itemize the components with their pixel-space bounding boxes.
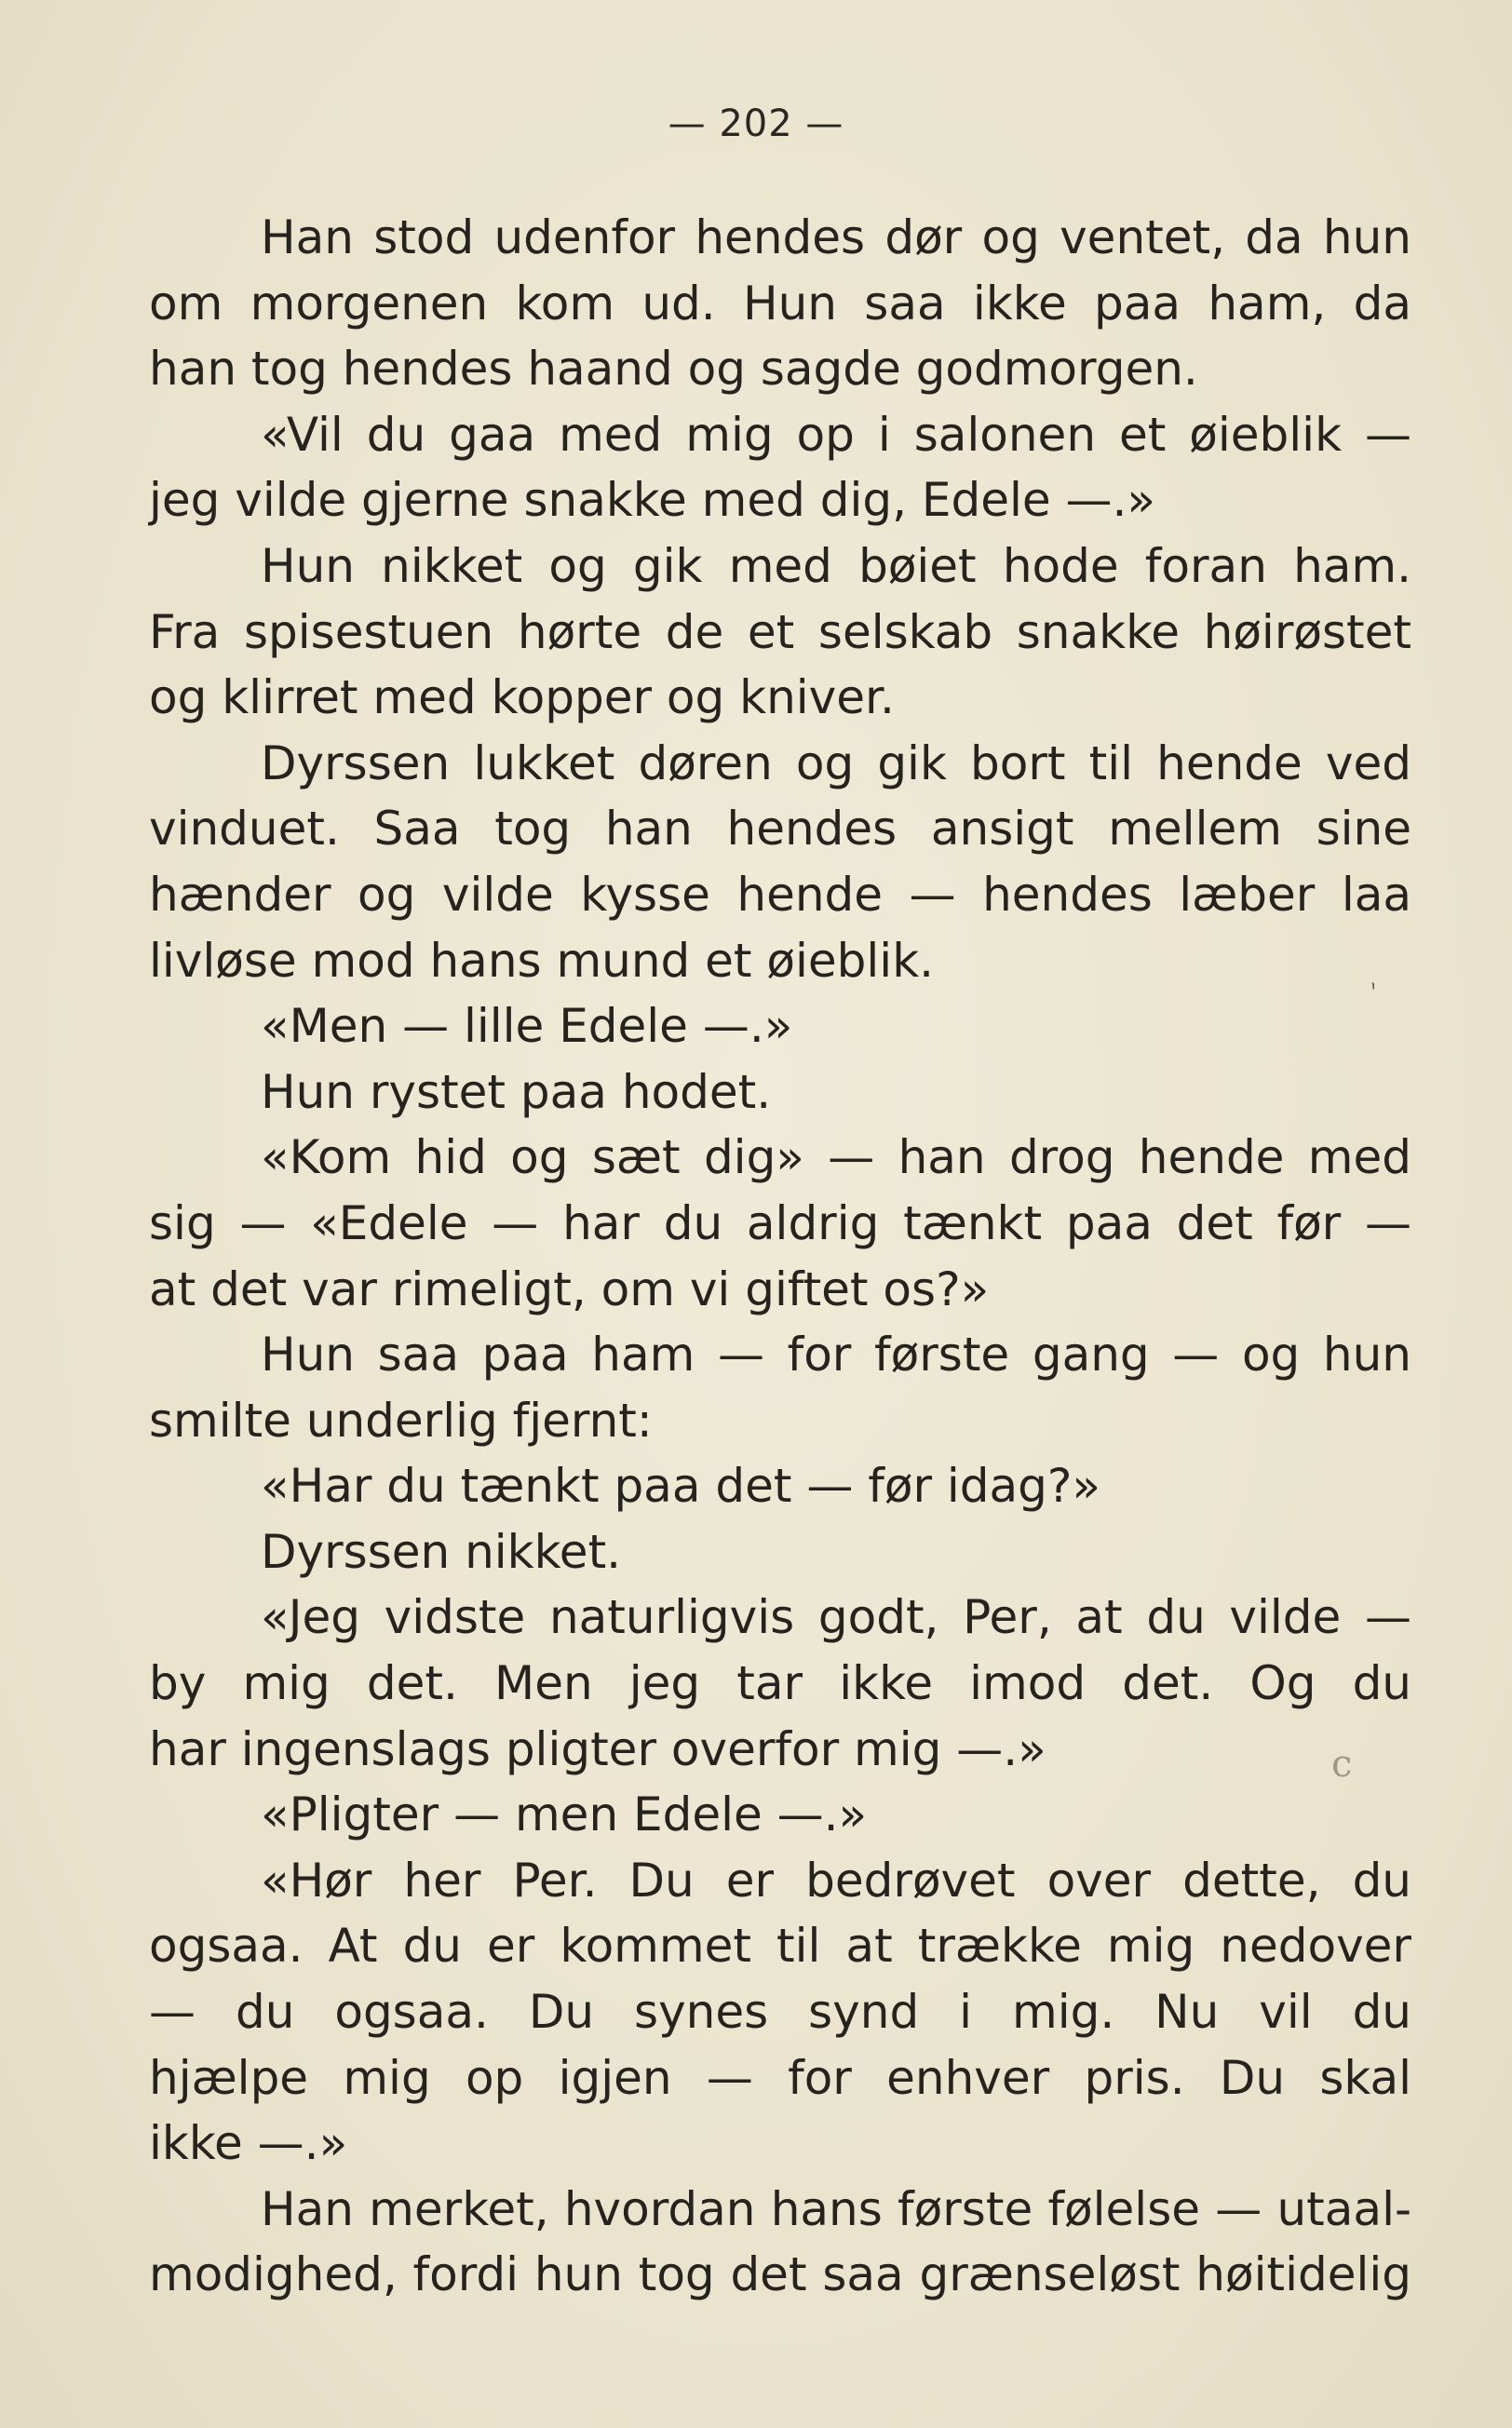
text-line: «Jeg vidste naturligvis godt, Per, at du vilde —	[261, 1590, 1411, 1645]
text-line: — du ogsaa. Du synes synd i mig. Nu vil du	[149, 1985, 1411, 2040]
text-line: Hun rystet paa hodet.	[261, 1064, 772, 1119]
ink-speck: ˋ	[1353, 978, 1384, 1014]
text-line: vinduet. Saa tog han hendes ansigt mellem sine	[149, 802, 1411, 857]
text-line: om morgenen kom ud. Hun saa ikke paa ham, da	[149, 276, 1411, 330]
text-line: «Vil du gaa med mig op i salonen et øieblik —	[261, 407, 1411, 462]
text-line: Dyrssen lukket døren og gik bort til hende ved	[261, 735, 1411, 790]
text-line: ogsaa. At du er kommet til at trække mig nedover	[149, 1919, 1411, 1974]
text-line: hænder og vilde kysse hende — hendes læber laa	[149, 867, 1411, 922]
text-line: Hun nikket og gik med bøiet hode foran ham.	[261, 538, 1411, 593]
text-line: smilte underlig fjernt:	[149, 1393, 653, 1448]
text-line: har ingenslags pligter overfor mig —.»	[149, 1721, 1046, 1776]
text-line: «Kom hid og sæt dig» — han drog hende med	[261, 1130, 1411, 1185]
text-line: «Pligter — men Edele —.»	[261, 1787, 868, 1842]
text-line: og klirret med kopper og kniver.	[149, 670, 895, 725]
text-line: «Men — lille Edele —.»	[261, 999, 793, 1054]
body-text	[149, 205, 1411, 2308]
text-line: jeg vilde gjerne snakke med dig, Edele —.»	[149, 473, 1156, 528]
text-line: «Har du tænkt paa det — før idag?»	[261, 1459, 1101, 1514]
page-number: — 202 —	[668, 102, 844, 145]
text-line: Fra spisestuen hørte de et selskab snakke høirøstet	[149, 604, 1411, 659]
text-line: modighed, fordi hun tog det saa grænseløst høitidelig	[149, 2247, 1411, 2302]
text-line: by mig det. Men jeg tar ikke imod det. Og du	[149, 1656, 1411, 1711]
text-line: «Hør her Per. Du er bedrøvet over dette, du	[261, 1853, 1411, 1908]
text-line: livløse mod hans mund et øieblik.	[149, 933, 935, 988]
text-line: Dyrssen nikket.	[261, 1524, 622, 1579]
text-line: Han stod udenfor hendes dør og ventet, da hun	[261, 210, 1411, 264]
text-line: sig — «Edele — har du aldrig tænkt paa det før —	[149, 1195, 1411, 1250]
pencil-mark: c	[1331, 1743, 1353, 1786]
text-line: han tog hendes haand og sagde godmorgen.	[149, 342, 1198, 397]
text-line: hjælpe mig op igjen — for enhver pris. Du skal	[149, 2050, 1411, 2105]
text-line: Hun saa paa ham — for første gang — og hun	[261, 1328, 1411, 1383]
text-line: ikke —.»	[149, 2116, 348, 2171]
text-line: Han merket, hvordan hans første følelse — utaal-	[261, 2181, 1411, 2236]
text-line: at det var rimeligt, om vi giftet os?»	[149, 1261, 990, 1316]
